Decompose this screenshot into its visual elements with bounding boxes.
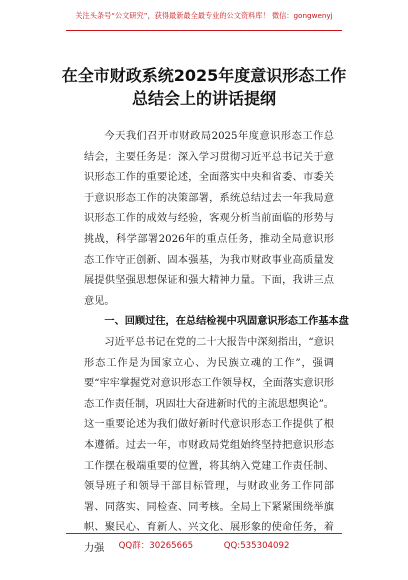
footer-qq-group: QQ群：30265665 — [118, 541, 194, 551]
section-heading-1: 一、回顾过往，在总结检视中巩固意识形态工作基本盘 — [104, 316, 349, 328]
document-title-line-2: 总结会上的讲话提纲 — [131, 89, 276, 108]
footer-divider — [66, 533, 342, 534]
footer-contact — [0, 539, 408, 551]
intro-paragraph: 今天我们召开市财政局2025年度意识形态工作总结会，主要任务是：深入学习贯彻习近平总书记关于意识形态工作的重要论述，全面落实中央和省委、市委关于意识形态工作的决策部署，系统总结过去一年我局意识形态工作的成效与经验，客观分析当前面临的形势与挑战，科学部署2026年的重点任务，推动全局意识形态工作守正创新、固本强基，为我市财政事业高质量发展提供坚强思想保证和强大精神力量。下面，我讲三点意见。 — [84, 131, 334, 307]
section-1-paragraph: 习近平总书记在党的二十大报告中深刻指出，“意识形态工作是为国家立心、为民族立魂的工作”，强调要“牢牢掌握党对意识形态工作领导权，全面落实意识形态工作责任制，巩固壮大奋进新时代的主流思想舆论”。这一重要论述为我们做好新时代意识形态工作提供了根本遵循。过去一年，市财政局党组始终坚持把意识形态工作摆在极端重要的位置，将其纳入党建工作责任制、领导班子和领导干部目标管理，与财政业务工作同部署、同落实、同检查、同考核。全局上下紧紧围绕举旗帜、聚民心、育新人、兴文化、展形象的使命任务，着力强 — [84, 336, 334, 554]
header-banner: 关注头条号“公文研究”，获得最新最全最专业的公文资料库！ 微信：gongwenyj — [75, 11, 333, 20]
footer-qq: QQ:535304092 — [223, 541, 290, 551]
document-title-line-1: 在全市财政系统2025年度意识形态工作 — [61, 66, 347, 85]
document-body — [84, 127, 349, 559]
header-divider — [66, 30, 342, 31]
